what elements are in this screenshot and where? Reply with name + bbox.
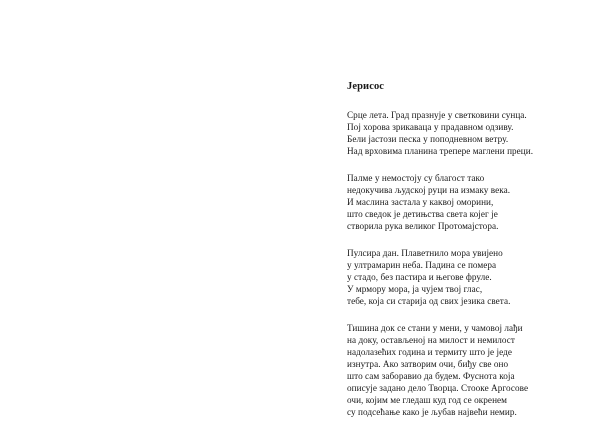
poem-line: Бели јастози песка у поподневном ветру.	[347, 134, 509, 144]
poem-line: Пулсира дан. Плаветнило мора увијено	[347, 248, 503, 258]
poem-line: изнутра. Ако затворим очи, биђу све оно	[347, 359, 509, 369]
poem-line: описује задано дело Творца. Стооке Аргосове	[347, 383, 529, 393]
poem-line: И маслина застала у каквој оморини,	[347, 197, 494, 207]
poem-title: Јерисос	[347, 81, 385, 92]
poem-line: на доку, остављеној на милост и немилост	[347, 335, 515, 345]
stanza-1	[347, 109, 587, 157]
poem	[347, 80, 587, 433]
poem-line: Над врховима планина трепере маглени преци.	[347, 146, 534, 156]
poem-line: Срце лета. Град празнује у светковини сунца.	[347, 110, 527, 120]
stanza-2	[347, 172, 587, 232]
poem-line: недокучива људској руци на измаку века.	[347, 185, 511, 195]
stanza-3	[347, 247, 587, 307]
poem-line: очи, којим ме гледаш куд год се окренем	[347, 395, 508, 405]
poem-line: у стадо, без пастира и његове фруле.	[347, 272, 492, 282]
poem-line: Палме у немостоју су благост тако	[347, 173, 485, 183]
poem-line: су подсећање како је љубав највећи немир.	[347, 407, 517, 417]
poem-line: Пој хорова зрикаваца у прадавном одзиву.	[347, 122, 514, 132]
poem-line: Тишина док се стани у мени, у чамовој лађи	[347, 323, 523, 333]
stanza-4	[347, 322, 587, 418]
poem-line: у ултрамарин неба. Падина се помера	[347, 260, 497, 270]
poem-line: што сведок је детињства света којег је	[347, 209, 498, 219]
poem-line: што сам заборавио да будем. Фуснота која	[347, 371, 515, 381]
poem-line: У мрмору мора, ја чујем твој глас,	[347, 284, 483, 294]
poem-line: тебе, која си старија од свих језика света.	[347, 296, 511, 306]
poem-line: надолазећих година и термиту што је једе	[347, 347, 512, 357]
poem-line: створила рука великог Протомајстора.	[347, 221, 499, 231]
